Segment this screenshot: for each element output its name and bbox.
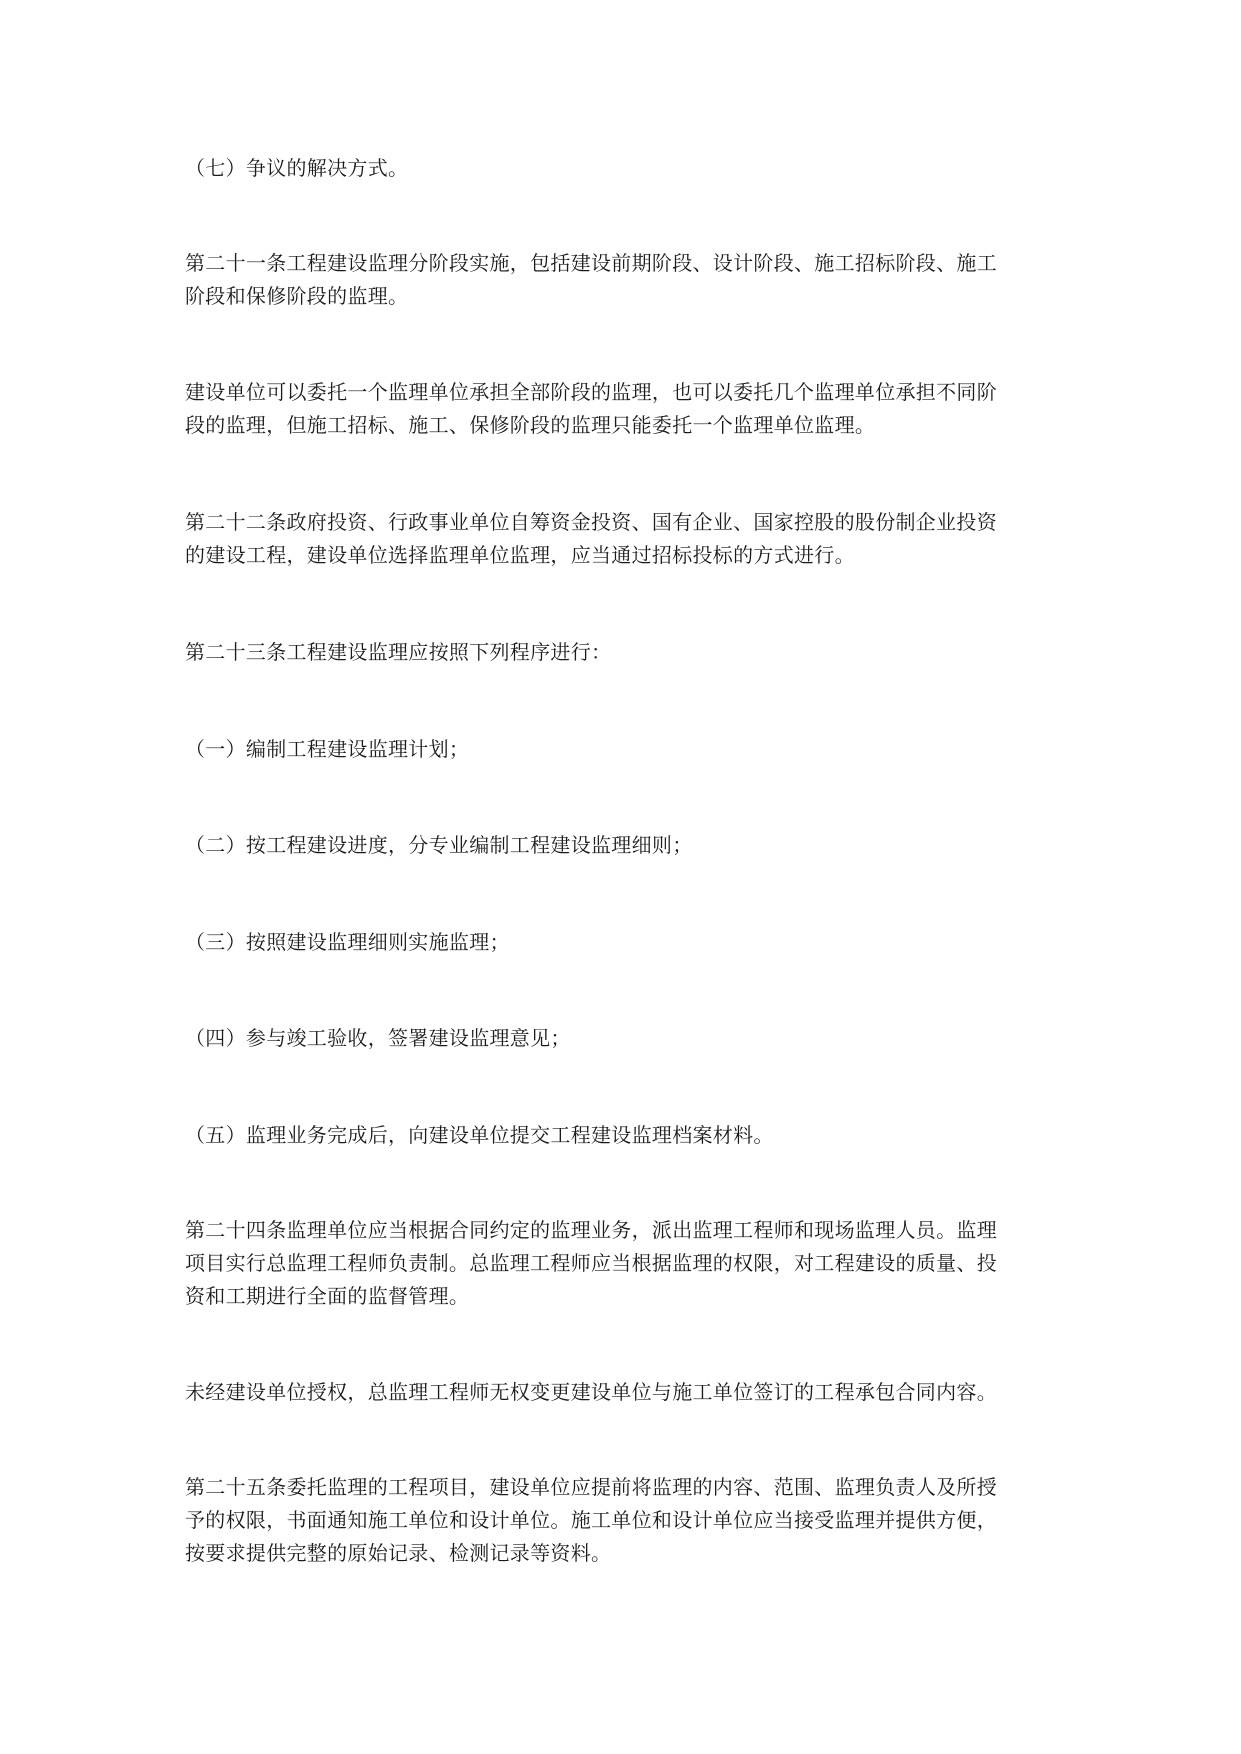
text-line: （一）编制工程建设监理计划；	[185, 737, 470, 761]
text-line: 资和工期进行全面的监督管理。	[185, 1284, 470, 1308]
paragraph-item-7	[185, 152, 1063, 185]
text-line: 予的权限，书面通知施工单位和设计单位。施工单位和设计单位应当接受监理并提供方便，	[185, 1508, 997, 1532]
text-line: 第二十三条工程建设监理应按照下列程序进行：	[185, 640, 612, 664]
paragraph-article-25	[185, 1471, 1063, 1570]
text-line: 阶段和保修阶段的监理。	[185, 284, 409, 308]
text-line: 建设单位可以委托一个监理单位承担全部阶段的监理，也可以委托几个监理单位承担不同阶	[185, 380, 997, 404]
paragraph-article-24	[185, 1214, 1063, 1313]
list-item-4	[185, 1022, 1063, 1055]
text-line: （二）按工程建设进度，分专业编制工程建设监理细则；	[185, 833, 693, 857]
text-line: （三）按照建设监理细则实施监理；	[185, 930, 510, 954]
list-item-5	[185, 1119, 1063, 1152]
paragraph-article-23	[185, 636, 1063, 669]
text-line: 的建设工程，建设单位选择监理单位监理，应当通过招标投标的方式进行。	[185, 543, 855, 567]
text-line: 第二十一条工程建设监理分阶段实施，包括建设前期阶段、设计阶段、施工招标阶段、施工	[185, 251, 997, 275]
text-line: （七）争议的解决方式。	[185, 156, 409, 180]
text-line: （五）监理业务完成后，向建设单位提交工程建设监理档案材料。	[185, 1123, 774, 1147]
text-line: 第二十二条政府投资、行政事业单位自筹资金投资、国有企业、国家控股的股份制企业投资	[185, 510, 997, 534]
text-line: 按要求提供完整的原始记录、检测记录等资料。	[185, 1541, 612, 1565]
text-line: 段的监理，但施工招标、施工、保修阶段的监理只能委托一个监理单位监理。	[185, 413, 876, 437]
list-item-2	[185, 829, 1063, 862]
text-line: 未经建设单位授权，总监理工程师无权变更建设单位与施工单位签订的工程承包合同内容。	[185, 1380, 997, 1404]
text-line: 第二十四条监理单位应当根据合同约定的监理业务，派出监理工程师和现场监理人员。监理	[185, 1218, 997, 1242]
text-line: （四）参与竣工验收，签署建设监理意见；	[185, 1026, 571, 1050]
paragraph-article-21	[185, 247, 1063, 313]
list-item-1	[185, 733, 1063, 766]
paragraph-entrust-stages	[185, 376, 1063, 442]
paragraph-article-22	[185, 506, 1063, 572]
text-line: 第二十五条委托监理的工程项目，建设单位应提前将监理的内容、范围、监理负责人及所授	[185, 1475, 997, 1499]
text-line: 项目实行总监理工程师负责制。总监理工程师应当根据监理的权限，对工程建设的质量、投	[185, 1251, 997, 1275]
list-item-3	[185, 926, 1063, 959]
paragraph-authorization	[185, 1376, 1063, 1409]
